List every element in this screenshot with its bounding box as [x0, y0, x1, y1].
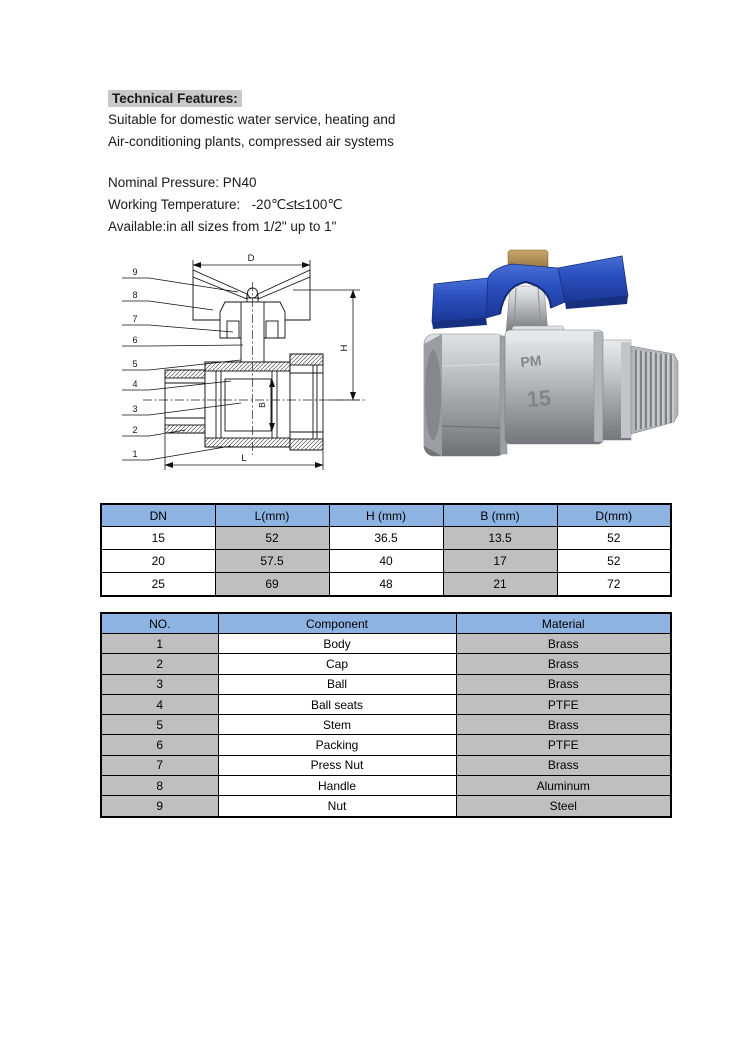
dim-label-L: L — [241, 453, 247, 464]
table-cell: 5 — [101, 715, 218, 735]
components-header-row — [101, 613, 671, 634]
dimensions-header-row — [101, 504, 671, 527]
table-cell: 17 — [443, 550, 557, 573]
photo-handle-left-wing — [432, 278, 488, 322]
table-cell: Nut — [218, 796, 456, 817]
table-cell: Cap — [218, 654, 456, 674]
table-cell: Steel — [456, 796, 671, 817]
table-row — [101, 654, 671, 674]
table-cell: 3 — [101, 674, 218, 694]
column-header: DN — [101, 504, 215, 527]
table-cell: PTFE — [456, 694, 671, 714]
table-cell: Packing — [218, 735, 456, 755]
dim-label-H: H — [339, 344, 350, 352]
column-header: NO. — [101, 613, 218, 634]
photo-body — [505, 330, 603, 444]
table-cell: Aluminum — [456, 776, 671, 796]
callout-number: 7 — [132, 314, 138, 324]
available-sizes-line: Available:in all sizes from 1/2" up to 1" — [108, 219, 337, 234]
table-cell: 15 — [101, 527, 215, 550]
column-header: L(mm) — [215, 504, 329, 527]
table-cell: 21 — [443, 573, 557, 597]
table-cell: 7 — [101, 755, 218, 775]
table-cell: 72 — [557, 573, 671, 597]
callout-number: 6 — [132, 335, 138, 345]
table-cell: Brass — [456, 634, 671, 654]
column-header: H (mm) — [329, 504, 443, 527]
table-cell: 52 — [557, 550, 671, 573]
table-cell: Brass — [456, 674, 671, 694]
table-cell: 57.5 — [215, 550, 329, 573]
table-cell: 4 — [101, 694, 218, 714]
table-cell: Handle — [218, 776, 456, 796]
table-cell: 69 — [215, 573, 329, 597]
dim-label-D: D — [247, 253, 255, 264]
table-cell: 48 — [329, 573, 443, 597]
components-table — [100, 612, 672, 818]
column-header: B (mm) — [443, 504, 557, 527]
table-cell: 13.5 — [443, 527, 557, 550]
dimensions-table — [100, 503, 672, 597]
drawing-packing-left — [227, 321, 239, 338]
table-cell: 20 — [101, 550, 215, 573]
table-cell: PTFE — [456, 735, 671, 755]
table-cell: Brass — [456, 755, 671, 775]
features-line-1: Suitable for domestic water service, heating and — [108, 112, 396, 127]
table-cell: Ball seats — [218, 694, 456, 714]
table-cell: 52 — [557, 527, 671, 550]
table-cell: 8 — [101, 776, 218, 796]
callout-number: 8 — [132, 290, 138, 300]
table-cell: 52 — [215, 527, 329, 550]
drawing-female-end — [290, 354, 323, 450]
callout-number: 5 — [132, 359, 138, 369]
table-cell: 9 — [101, 796, 218, 817]
product-photo — [408, 238, 686, 462]
table-row — [101, 735, 671, 755]
table-row — [101, 694, 671, 714]
callout-numbers — [132, 267, 137, 459]
working-temperature-line: Working Temperature: -20℃≤t≤100℃ — [108, 197, 343, 212]
table-cell: 36.5 — [329, 527, 443, 550]
features-line-2: Air-conditioning plants, compressed air systems — [108, 134, 394, 149]
table-cell: 6 — [101, 735, 218, 755]
column-header: D(mm) — [557, 504, 671, 527]
photo-marking-line2: 15 — [525, 385, 552, 412]
photo-handle-right-wing — [558, 256, 628, 302]
column-header: Component — [218, 613, 456, 634]
table-row — [101, 634, 671, 654]
callout-number: 4 — [132, 379, 138, 389]
table-cell: 1 — [101, 634, 218, 654]
photo-marking-line1: PM — [519, 351, 543, 371]
table-cell: Stem — [218, 715, 456, 735]
table-cell: 2 — [101, 654, 218, 674]
components-table-wrapper — [100, 612, 672, 818]
table-row — [101, 550, 671, 573]
table-cell: 40 — [329, 550, 443, 573]
drawing-packing-right — [266, 321, 278, 338]
table-cell: Press Nut — [218, 755, 456, 775]
table-row — [101, 755, 671, 775]
column-header: Material — [456, 613, 671, 634]
table-row — [101, 796, 671, 817]
table-cell: 25 — [101, 573, 215, 597]
table-row — [101, 674, 671, 694]
callout-number: 1 — [132, 449, 138, 459]
table-row — [101, 715, 671, 735]
callout-number: 2 — [132, 425, 138, 435]
callout-number: 3 — [132, 404, 138, 414]
table-cell: Brass — [456, 654, 671, 674]
table-cell: Body — [218, 634, 456, 654]
dim-label-B: B — [257, 402, 267, 408]
callout-number: 9 — [132, 267, 138, 277]
features-heading — [108, 90, 242, 108]
drawing-cap-end — [165, 370, 205, 433]
dimensions-table-wrapper — [100, 503, 672, 597]
nominal-pressure-line: Nominal Pressure: PN40 — [108, 175, 257, 190]
table-row — [101, 527, 671, 550]
features-heading-text: Technical Features: — [108, 90, 242, 107]
table-row — [101, 776, 671, 796]
technical-drawing — [103, 248, 395, 478]
table-row — [101, 573, 671, 597]
table-cell: Ball — [218, 674, 456, 694]
table-cell: Brass — [456, 715, 671, 735]
